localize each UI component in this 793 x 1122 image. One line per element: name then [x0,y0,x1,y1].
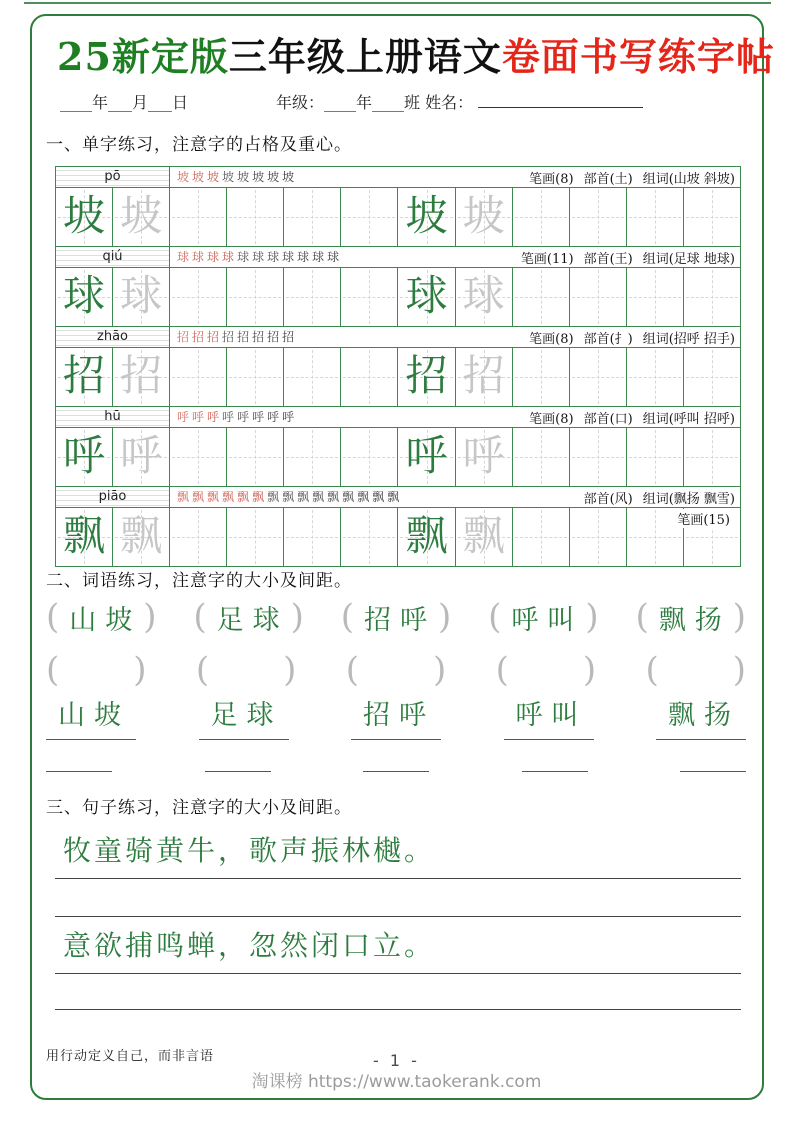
page-number: - 1 - [373,1051,420,1070]
paren-close: ) [143,597,157,637]
paren-close: ) [585,597,599,637]
practice-row [56,348,740,406]
stroke-step-glyph: 球 [192,249,205,264]
trace-char-gray [456,188,513,246]
char-block-hu [56,407,740,487]
char-info-strip [56,407,740,428]
practice-cell [684,348,740,406]
practice-cell [513,348,570,406]
practice-cell [570,188,627,246]
char-block-po [56,167,740,247]
stroke-step-glyph: 呼 [222,409,235,424]
trace-char-gray [113,268,170,326]
practice-glyph: 坡 [63,191,106,240]
compound-words-label: 组词(呼叫 招呼) [642,411,735,427]
blank-line [205,752,271,772]
empty-paren-group [496,650,597,690]
stroke-step-glyph: 球 [267,249,280,264]
practice-cell [627,348,684,406]
name-label: 姓名： [425,93,474,112]
compound-words-label: 组词(飘扬 飘雪) [642,491,735,507]
word-text: 呼叫 [511,604,584,636]
stroke-step-glyph: 飘 [207,489,220,504]
practice-cell [341,188,398,246]
practice-glyph: 球 [405,271,448,320]
stroke-step-glyph: 招 [267,329,280,344]
practice-cell [570,428,627,486]
model-char-green [56,428,113,486]
word-underlined: 呼叫 [504,693,594,740]
practice-glyph: 呼 [405,431,448,480]
empty-paren-group [645,650,746,690]
stroke-step-glyph: 呼 [192,409,205,424]
stroke-order-strip [170,247,339,268]
model-char-green [56,508,113,566]
practice-cell [513,428,570,486]
practice-cell [170,428,227,486]
paren-open: ( [488,597,502,637]
paren-close: ) [133,650,147,690]
radical-label: 部首(土) [583,171,633,187]
stroke-step-glyph: 飘 [357,489,370,504]
footer-quote: 用行动定义自己，而非言语 [46,1049,215,1064]
trace-char-gray [456,508,513,566]
practice-cell [684,428,740,486]
stroke-order-strip [170,407,294,428]
stroke-order-strip [170,327,294,348]
stroke-step-glyph: 飘 [312,489,325,504]
title-edition: 25新定版 [57,34,229,79]
model-char-green [56,188,113,246]
practice-cell [684,268,740,326]
section1-heading: 一、单字练习，注意字的占格及重心。 [46,135,352,155]
stroke-step-glyph: 飘 [387,489,400,504]
word-group [341,597,452,637]
trace-char-gray [456,268,513,326]
word-underlined: 飘扬 [656,693,746,740]
stroke-step-glyph: 呼 [177,409,190,424]
section2-heading: 二、词语练习，注意字的大小及间距。 [46,571,352,591]
stroke-step-glyph: 球 [222,249,235,264]
paren-open: ( [46,650,60,690]
stroke-step-glyph: 球 [252,249,265,264]
stroke-step-glyph: 坡 [237,169,250,184]
practice-glyph: 招 [405,351,448,400]
stroke-step-glyph: 飘 [297,489,310,504]
stroke-step-glyph: 呼 [252,409,265,424]
practice-cell [341,508,398,566]
char-info-strip [56,327,740,348]
paren-close: ) [432,650,447,690]
stroke-step-glyph: 招 [207,329,220,344]
paren-close: ) [437,597,452,637]
char-info-strip [56,247,740,268]
practice-glyph: 球 [63,271,106,320]
practice-glyph: 呼 [462,431,505,480]
grade-blanks: ____年____班 [324,93,421,112]
footer-site-link[interactable]: 淘课榜 https://www.taokerank.com [251,1072,542,1092]
grade-label: 年级： [276,93,325,112]
word-underlined: 山坡 [46,693,136,740]
stroke-step-glyph: 呼 [282,409,295,424]
blank-line [46,752,112,772]
stroke-step-glyph: 呼 [267,409,280,424]
empty-paren-group [196,650,297,690]
blank-line [680,752,746,772]
stroke-step-glyph: 呼 [237,409,250,424]
practice-cell [170,268,227,326]
practice-cell [627,188,684,246]
practice-row [56,188,740,246]
practice-glyph: 坡 [120,191,163,240]
word-text: 飘扬 [658,604,731,636]
char-meta [519,328,740,347]
practice-glyph: 球 [462,271,505,320]
stroke-step-glyph: 呼 [207,409,220,424]
practice-cell [513,188,570,246]
sentence-blank-line [55,1009,741,1010]
stroke-step-glyph: 球 [207,249,220,264]
trace-char-gray [113,188,170,246]
stroke-step-glyph: 球 [237,249,250,264]
paren-close: ) [582,650,597,690]
compound-words-label: 组词(山坡 斜坡) [642,171,735,187]
paren-open: ( [345,650,359,690]
practice-row [56,268,740,326]
character-practice-grid [55,166,741,567]
stroke-step-glyph: 飘 [282,489,295,504]
practice-cell [227,508,284,566]
paren-close: ) [283,650,297,690]
stroke-step-glyph: 飘 [237,489,250,504]
paren-open: ( [193,597,207,637]
char-meta [519,168,740,187]
stroke-step-glyph: 球 [282,249,295,264]
practice-cell [627,268,684,326]
stroke-count-label: 笔画(8) [529,171,574,187]
word-group [193,597,304,637]
practice-cell [284,188,341,246]
trace-char-gray [113,508,170,566]
stroke-count-label: 笔画(8) [529,331,574,347]
stroke-step-glyph: 招 [237,329,250,344]
char-meta [519,408,740,427]
stroke-step-glyph: 飘 [372,489,385,504]
word-text: 足球 [216,604,289,636]
sentence-model: 意欲捕鸣蝉，忽然闭口立。 [55,924,741,974]
trace-char-gray [456,428,513,486]
stroke-step-glyph: 招 [177,329,190,344]
stroke-step-glyph: 飘 [342,489,355,504]
stroke-step-glyph: 坡 [192,169,205,184]
stroke-step-glyph: 招 [192,329,205,344]
stroke-order-strip [170,487,399,508]
pinyin-cell: qiú [56,247,170,267]
model-char-green [398,428,455,486]
practice-cell [284,348,341,406]
page-edge-line [24,2,771,4]
stroke-step-glyph: 坡 [252,169,265,184]
paren-open: ( [635,597,649,637]
paren-open: ( [195,650,210,690]
practice-cell [341,268,398,326]
practice-cell [570,348,627,406]
stroke-step-glyph: 坡 [282,169,295,184]
stroke-count-label: 笔画(11) [520,251,574,267]
practice-cell [227,348,284,406]
paren-open: ( [645,650,659,690]
stroke-step-glyph: 招 [282,329,295,344]
paren-open: ( [495,650,509,690]
practice-cell [570,268,627,326]
stroke-step-glyph: 招 [252,329,265,344]
radical-label: 部首(王) [583,251,633,267]
practice-glyph: 坡 [462,191,505,240]
practice-glyph: 飘 [120,511,163,560]
stroke-step-glyph: 飘 [252,489,265,504]
stroke-step-glyph: 球 [312,249,325,264]
practice-cell [284,428,341,486]
word-group [635,597,746,637]
practice-cell [341,348,398,406]
word-group [46,597,157,637]
word-text: 山坡 [69,604,142,636]
practice-cell [227,268,284,326]
practice-cell [627,428,684,486]
trace-char-gray [113,348,170,406]
date-name-line [60,90,740,113]
sentence-model: 牧童骑黄牛，歌声振林樾。 [55,829,741,879]
blank-line [363,752,429,772]
sentence-blank-line [55,916,741,917]
paren-close: ) [732,650,746,690]
model-char-green [398,508,455,566]
practice-cell [170,508,227,566]
practice-row [56,428,740,486]
stroke-step-glyph: 坡 [177,169,190,184]
title-grade: 三年级上册语文 [228,34,502,79]
practice-cell [170,348,227,406]
stroke-step-glyph: 球 [327,249,340,264]
paren-close: ) [732,597,746,637]
practice-cell [513,268,570,326]
date-blank: ____年___月___日 [60,93,189,112]
model-char-green [398,188,455,246]
trace-char-gray [456,348,513,406]
practice-row [56,508,740,566]
practice-glyph: 飘 [405,511,448,560]
model-char-green [56,268,113,326]
stroke-step-glyph: 飘 [192,489,205,504]
radical-label: 部首(扌) [583,331,633,347]
word-row-model [46,597,746,637]
char-block-zhao [56,327,740,407]
model-char-green [56,348,113,406]
title-subject: 卷面书写练字帖 [501,34,775,79]
practice-glyph: 呼 [120,431,163,480]
practice-glyph: 招 [63,351,106,400]
stroke-step-glyph: 坡 [222,169,235,184]
practice-cell [513,508,570,566]
practice-glyph: 招 [462,351,505,400]
practice-cell [284,268,341,326]
empty-paren-group [346,650,447,690]
section3-heading: 三、句子练习，注意字的大小及间距。 [46,798,352,818]
trace-char-gray [113,428,170,486]
practice-cell [227,428,284,486]
practice-cell [227,188,284,246]
compound-words-label: 组词(足球 地球) [642,251,735,267]
radical-label: 部首(口) [583,411,633,427]
word-text: 招呼 [363,604,436,636]
paren-open: ( [340,597,354,637]
word-group [488,597,599,637]
stroke-step-glyph: 坡 [267,169,280,184]
stroke-step-glyph: 飘 [177,489,190,504]
stroke-step-glyph: 球 [177,249,190,264]
stroke-step-glyph: 坡 [207,169,220,184]
practice-glyph: 坡 [405,191,448,240]
word-underlined: 招呼 [351,693,441,740]
practice-glyph: 呼 [63,431,106,480]
model-char-green [398,268,455,326]
word-row-blank-lines [46,752,746,772]
stroke-count-label: 笔画(8) [529,411,574,427]
paren-open: ( [46,597,60,637]
word-row-blank-parens [46,650,746,690]
practice-glyph: 招 [120,351,163,400]
pinyin-cell: zhāo [56,327,170,347]
pinyin-cell: pō [56,167,170,187]
stroke-step-glyph: 飘 [327,489,340,504]
word-row-underlined [46,693,746,740]
stroke-step-glyph: 招 [222,329,235,344]
stroke-order-strip [170,167,294,188]
stroke-step-glyph: 球 [297,249,310,264]
practice-cell [570,508,627,566]
compound-words-label: 组词(招呼 招手) [642,331,735,347]
practice-cell [341,428,398,486]
stroke-step-glyph: 飘 [222,489,235,504]
practice-glyph: 球 [120,271,163,320]
blank-line [522,752,588,772]
model-char-green [398,348,455,406]
practice-glyph: 飘 [63,511,106,560]
pinyin-cell: piāo [56,487,170,507]
char-block-qiu [56,247,740,327]
practice-cell [170,188,227,246]
char-info-strip [56,167,740,188]
page-title [57,26,775,81]
char-info-strip [56,487,740,508]
name-blank-line [478,94,643,108]
paren-close: ) [290,597,304,637]
stroke-step-glyph: 飘 [267,489,280,504]
radical-label: 部首(风) [583,491,633,507]
pinyin-cell: hū [56,407,170,427]
empty-paren-group [46,650,147,690]
char-meta [574,488,740,507]
practice-glyph: 飘 [462,511,505,560]
char-meta [511,248,740,267]
stroke-count-label: 笔画(15) [675,509,732,528]
practice-cell [684,188,740,246]
practice-cell [284,508,341,566]
char-block-piao [56,487,740,566]
word-underlined: 足球 [199,693,289,740]
